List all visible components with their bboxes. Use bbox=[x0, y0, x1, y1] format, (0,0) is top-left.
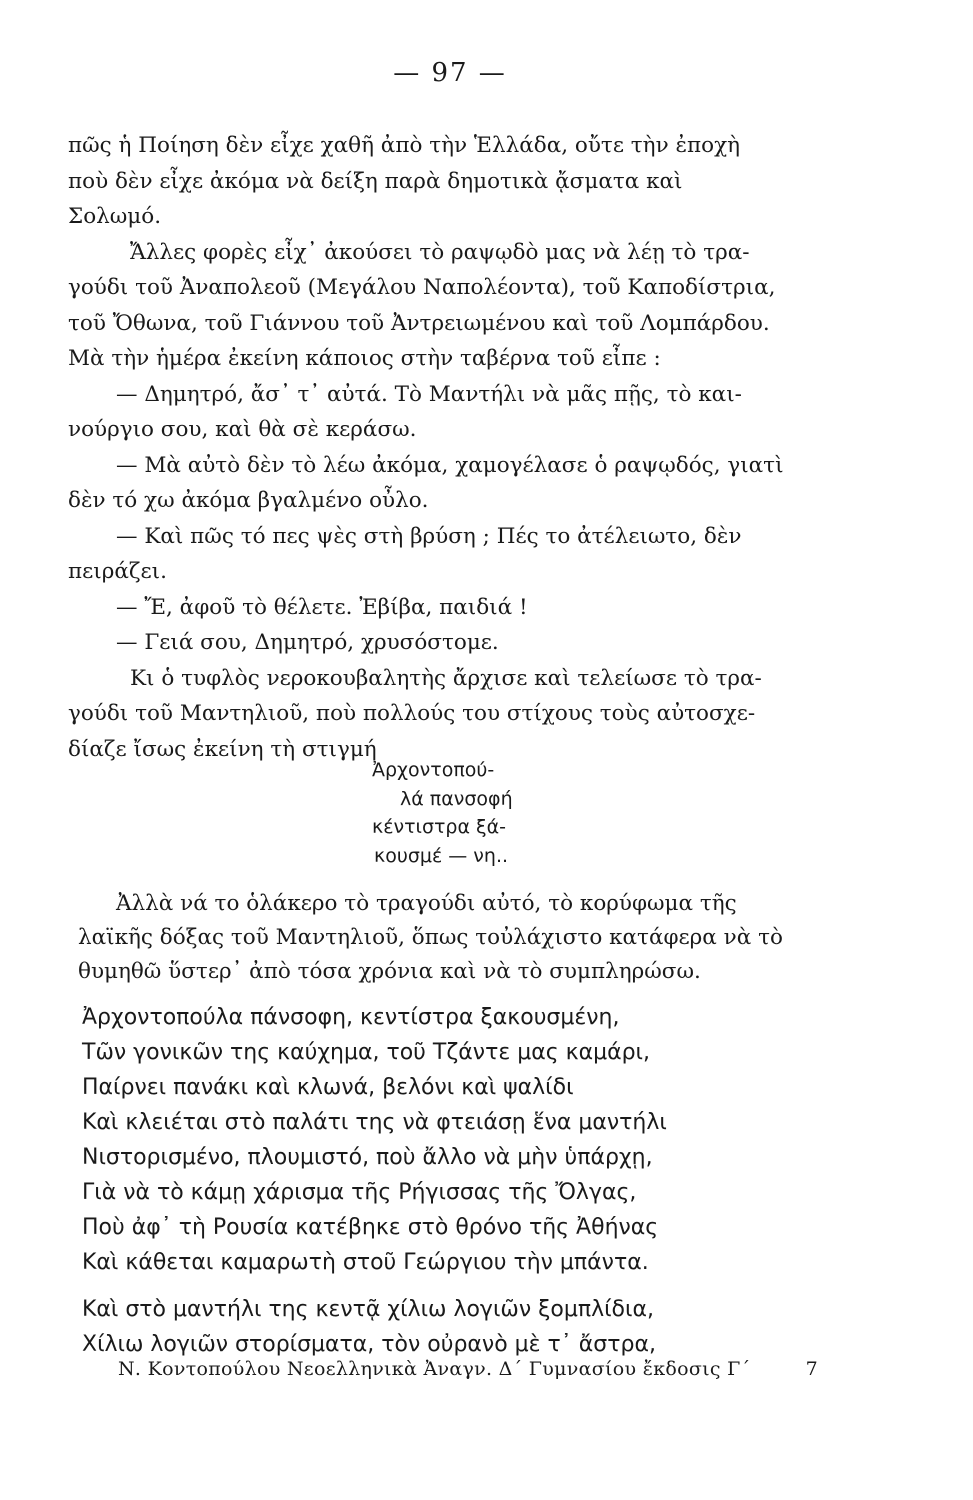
short-poem-excerpt bbox=[372, 756, 513, 870]
poem-line: Παίρνει πανάκι καὶ κλωνά, βελόνι καὶ ψαλίδι bbox=[82, 1075, 574, 1100]
text-line: τοῦ Ὄθωνα, τοῦ Γιάννου τοῦ Ἀντρειωμένου καὶ τοῦ Λομπάρδου. bbox=[68, 310, 770, 336]
poem-line: Τῶν γονικῶν της καύχημα, τοῦ Τζάντε μας καμάρι, bbox=[82, 1040, 650, 1065]
dialogue-line: — Ἔ, ἀφοῦ τὸ θέλετε. Ἐβίβα, παιδιά ! bbox=[116, 594, 528, 620]
poem-line: Ἀρχοντοπούλα πάνσοφη, κεντίστρα ξακουσμένη, bbox=[82, 1005, 620, 1030]
text-line: πῶς ἡ Ποίηση δὲν εἶχε χαθῆ ἀπὸ τὴν Ἑλλάδα, οὔτε τὴν ἐποχὴ bbox=[68, 133, 740, 158]
text-line: λαϊκῆς δόξας τοῦ Μαντηλιοῦ, ὅπως τοὐλάχιστο κατάφερα νὰ τὸ bbox=[78, 925, 783, 950]
text-line: δὲν τό χω ἀκόμα βγαλμένο οὖλο. bbox=[68, 488, 429, 513]
text-line: θυμηθῶ ὕστερ᾽ ἀπὸ τόσα χρόνια καὶ νὰ τὸ συμπληρώσω. bbox=[78, 959, 701, 984]
text-line: δίαζε ἴσως ἐκείνη τὴ στιγμή bbox=[68, 736, 377, 762]
text-line: Μὰ τὴν ἡμέρα ἐκείνη κάποιος στὴν ταβέρνα τοῦ εἶπε : bbox=[68, 346, 661, 371]
text-line: γούδι τοῦ Μαντηλιοῦ, ποὺ πολλούς του στίχους τοὺς αὐτοσχε- bbox=[68, 701, 756, 726]
text-line: Ἄλλες φορὲς εἶχ᾽ ἀκούσει τὸ ραψῳδὸ μας νὰ λέῃ τὸ τρα- bbox=[130, 239, 750, 265]
text-line: ποὺ δὲν εἶχε ἀκόμα νὰ δείξη παρὰ δημοτικὰ ᾄσματα καὶ bbox=[68, 168, 683, 194]
text-line: Σολωμό. bbox=[68, 204, 162, 229]
poem-line: Γιὰ νὰ τὸ κάμῃ χάρισμα τῆς Ρήγισσας τῆς Ὄλγας, bbox=[82, 1180, 637, 1205]
poem-line: Χίλιω λογιῶν στορίσματα, τὸν οὐρανὸ μὲ τ᾽ ἄστρα, bbox=[82, 1332, 656, 1357]
dialogue-line: — Καὶ πῶς τό πες ψὲς στὴ βρύση ; Πές το ἀτέλειωτο, δὲν bbox=[116, 523, 742, 549]
poem-line: λά πανσοφή bbox=[400, 787, 513, 810]
poem-line: Καὶ κλειέται στὸ παλάτι της νὰ φτειάσῃ ἕνα μαντήλι bbox=[82, 1110, 667, 1135]
footer-source: Ν. Κοντοπούλου Νεοελληνικὰ Ἀναγν. Δ΄ Γυμνασίου ἔκδοσις Γ΄ bbox=[118, 1358, 751, 1380]
dialogue-line: — Μὰ αὐτὸ δὲν τὸ λέω ἀκόμα, χαμογέλασε ὁ ραψῳδός, γιατὶ bbox=[116, 452, 784, 478]
dialogue-line: — Δημητρό, ἄσ᾽ τ᾽ αὐτά. Τὸ Μαντήλι νὰ μᾶς πῇς, τὸ και- bbox=[116, 381, 742, 407]
poem-line: Καὶ στὸ μαντήλι της κεντᾷ χίλιω λογιῶν ξομπλίδια, bbox=[82, 1297, 654, 1322]
poem-line: Ἀρχοντοπού- bbox=[372, 759, 495, 781]
poem-line: Νιστορισμένο, πλουμιστό, ποὺ ἄλλο νὰ μὴν ὑπάρχῃ, bbox=[82, 1145, 653, 1170]
poem-line: κέντιστρα ξά- bbox=[372, 816, 507, 838]
long-poem bbox=[82, 1000, 667, 1362]
poem-line: Ποὺ ἀφ᾽ τὴ Ρουσία κατέβηκε στὸ θρόνο τῆς Ἀθήνας bbox=[82, 1215, 659, 1240]
text-line: Ἀλλὰ νά το ὁλάκερο τὸ τραγούδι αὐτό, τὸ κορύφωμα τῆς bbox=[116, 891, 737, 916]
page-number: — 97 — bbox=[393, 58, 507, 88]
text-line: πειράζει. bbox=[68, 559, 167, 584]
poem-line: Καὶ κάθεται καμαρωτὴ στοῦ Γεώργιου τὴν μπάντα. bbox=[82, 1250, 649, 1275]
poem-line: κουσμέ — νη.. bbox=[374, 844, 509, 867]
dialogue-line: — Γειά σου, Δημητρό, χρυσόστομε. bbox=[116, 630, 499, 655]
page-footer bbox=[118, 1358, 818, 1380]
body-text bbox=[68, 128, 828, 767]
text-line: νούργιο σου, καὶ θὰ σὲ κεράσω. bbox=[68, 417, 417, 442]
intro-paragraph bbox=[78, 887, 830, 989]
text-line: Κι ὁ τυφλὸς νεροκουβαλητὴς ἄρχισε καὶ τελείωσε τὸ τρα- bbox=[130, 665, 762, 691]
text-line: γούδι τοῦ Ἀναπολεοῦ (Μεγάλου Ναπολέοντα), τοῦ Καποδίστρια, bbox=[68, 275, 776, 300]
stanza-divider bbox=[82, 1280, 667, 1292]
signature-number: 7 bbox=[805, 1358, 818, 1380]
